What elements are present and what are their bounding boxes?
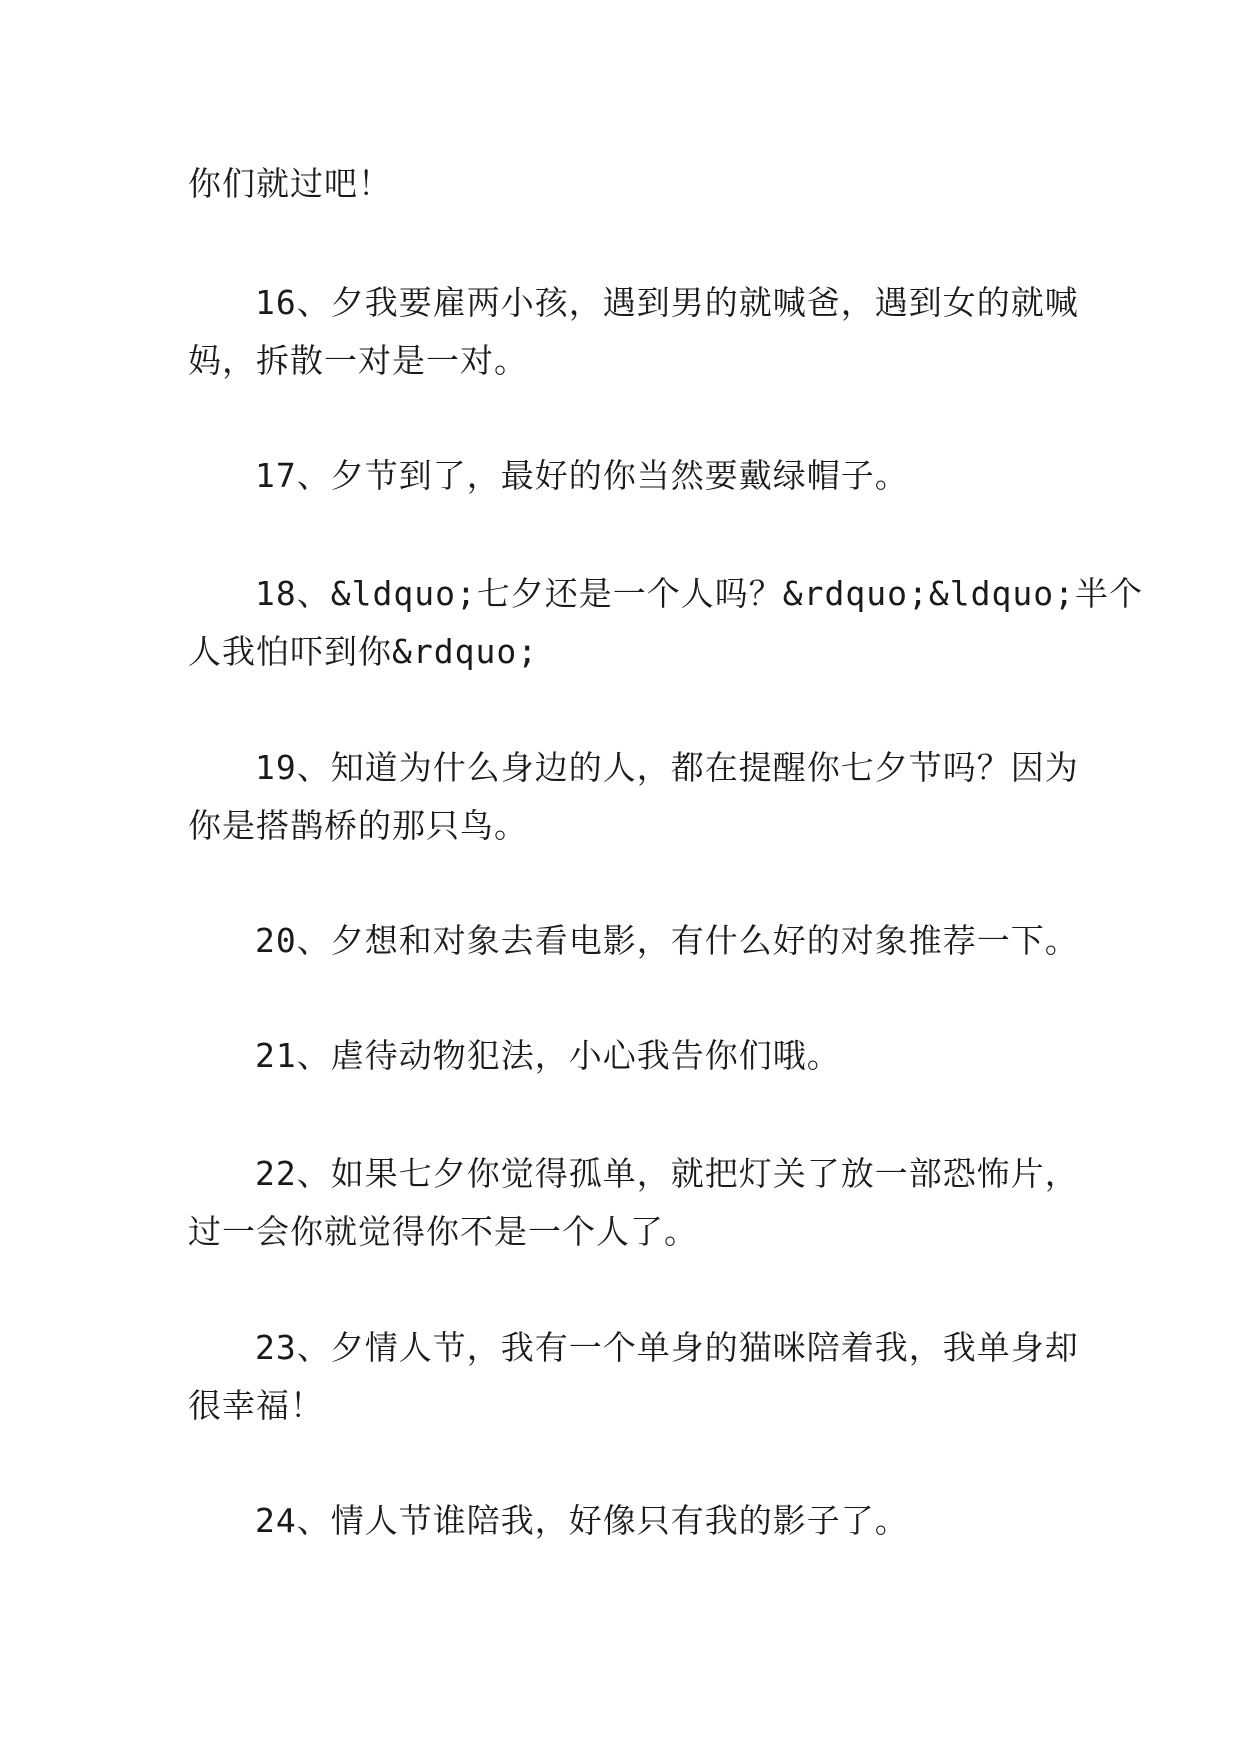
- text-line: 18、&ldquo;七夕还是一个人吗？&rdquo;&ldquo;半个: [255, 574, 1143, 613]
- text-line: 你是搭鹊桥的那只鸟。: [188, 806, 528, 845]
- text-line: 23、夕情人节，我有一个单身的猫咪陪着我，我单身却: [255, 1328, 1079, 1367]
- text-line: 16、夕我要雇两小孩，遇到男的就喊爸，遇到女的就喊: [255, 283, 1079, 322]
- text-line: 21、虐待动物犯法，小心我告你们哦。: [255, 1036, 841, 1075]
- text-line: 过一会你就觉得你不是一个人了。: [188, 1212, 698, 1251]
- text-line: 22、如果七夕你觉得孤单，就把灯关了放一部恐怖片，: [255, 1154, 1079, 1193]
- text-line: 妈，拆散一对是一对。: [188, 341, 528, 380]
- text-line: 你们就过吧！: [188, 164, 392, 203]
- text-line: 24、情人节谁陪我，好像只有我的影子了。: [255, 1501, 909, 1540]
- text-line: 17、夕节到了，最好的你当然要戴绿帽子。: [255, 456, 909, 495]
- text-line: 20、夕想和对象去看电影，有什么好的对象推荐一下。: [255, 921, 1079, 960]
- text-line: 人我怕吓到你&rdquo;: [188, 632, 539, 671]
- text-line: 19、知道为什么身边的人，都在提醒你七夕节吗？因为: [255, 748, 1079, 787]
- text-line: 很幸福！: [188, 1386, 324, 1425]
